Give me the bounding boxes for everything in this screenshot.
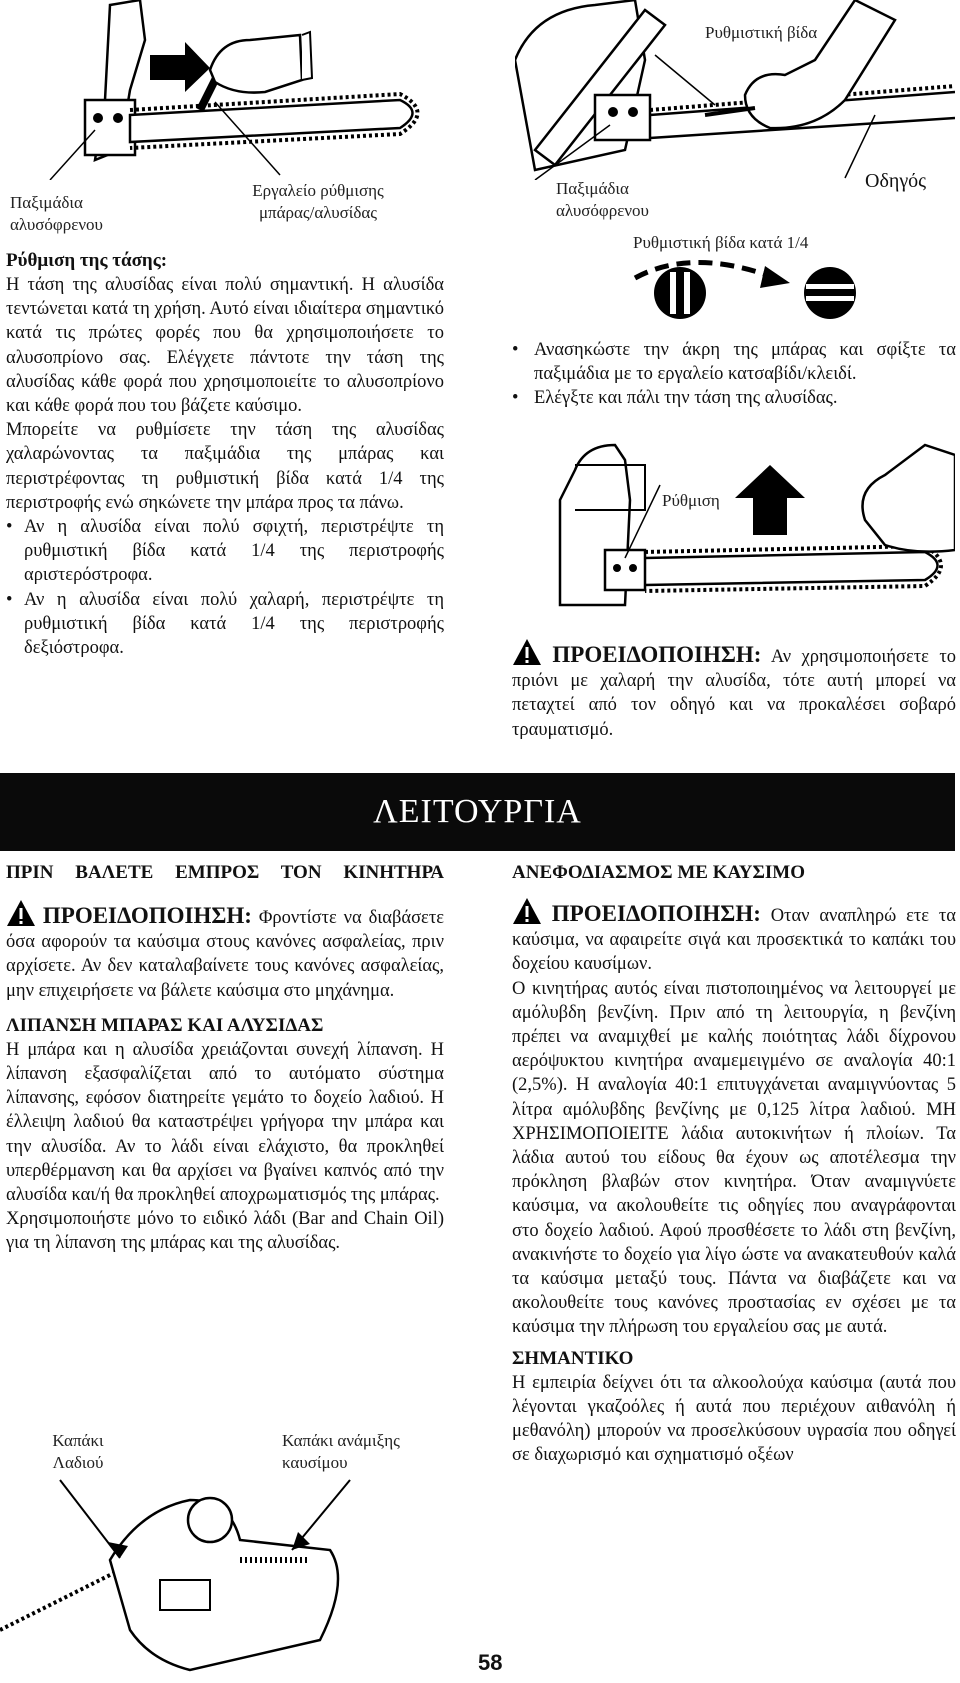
- tool-label: Εργαλείο ρύθμισης μπάρας/αλυσίδας: [252, 181, 384, 222]
- tension-bullet-1: • Αν η αλυσίδα είναι πολύ σφιχτή, περιστρέψτε τη ρυθμιστική βίδα κατά 1/4 της περιστροφής αριστερόστροφα.: [6, 517, 444, 586]
- tension-bullet-2: • Αν η αλυσίδα είναι πολύ χαλαρή, περιστρέψτε τη ρυθμιστική βίδα κατά 1/4 της περιστροφής δεξιόστροφα.: [6, 589, 444, 659]
- lubrication-heading: ΛΙΠΑΝΣΗ ΜΠΑΡΑΣ ΚΑΙ ΑΛΥΣΙΔΑΣ: [6, 1014, 324, 1036]
- before-start-heading: ΠΡΙΝ ΒΑΛΕΤΕ ΕΜΠΡΟΣ ΤΟΝ ΚΙΝΗΤΗΡΑ: [6, 862, 444, 883]
- screw-rotation-icon: [630, 258, 870, 326]
- tension-para-2: Μπορείτε να ρυθμίσετε την τάση της αλυσίδας χαλαρώνοντας τα παξιμάδια της μπάρας και περιστρέφοντας τη ρυθμιστική βίδα κατά 1/4 της περιστροφής ενώ σηκώνετε την μπάρα προς τα πάνω.: [6, 420, 444, 513]
- caps-figure: [0, 1470, 440, 1680]
- tension-heading: Ρύθμιση της τάσης:: [6, 250, 168, 271]
- warning-triangle-icon: [6, 899, 36, 927]
- chain-tension-figure: [10, 0, 440, 180]
- page-number: 58: [478, 1650, 503, 1675]
- lubrication-para-1: Η μπάρα και η αλυσίδα χρειάζονται συνεχή λίπανση. Η λίπανση εξασφαλίζεται από το αυτόματο σύστημα λίπανσης, εφόσον διατηρείτε γεμάτο το δοχείο λαδιού. Η έλλειψη λαδιού θα καταστρέψει γρήγορα την μπάρα και την αλυσίδα. Αν το λάδι είναι ελάχιστο, θα προκληθεί υπερθέρμανση και θα αρχίσει να βγαίνει καπνός από την αλυσίδα και/ή θα προκληθεί αποχρωματισμός της μπάρας.: [6, 1039, 444, 1206]
- fuel-mix-para: Ο κινητήρας αυτός είναι πιστοποιημένος να λειτουργεί με αμόλυβδη βενζίνη. Πριν από τη λειτουργία, η βενζίνη πρέπει να αναμιχθεί με καλής ποιότητας λάδι δίχρονου αερόψυκτου κινητήρα αναμεμειγμένο σε αναλογία 40:1 (2,5%). Η αναλογία 40:1 επιτυγχάνεται αναμιγνύοντας 5 λίτρα αμόλυβδης βενζίνης με 0,125 λίτρα λαδιού. ΜΗ ΧΡΗΣΙΜΟΠΟΙΕΙΤΕ λάδια αυτοκινήτων ή πλοίων. Τα λάδια αυτού του είδους θα έχουν ως αποτέλεσμα την πρόκληση βλαβών στον κινητήρα. Όταν αναμιγνύετε καύσιμα, να ακολουθείτε τις οδηγίες που αναγράφονται στο δοχείο λαδιού. Αφού προσθέσετε το λάδι στη βενζίνη, ανακινήστε το δοχείο για λίγο ώστε να ανακατευθούν καλά τα καύσιμα μεταξύ τους. Πάντα να διαβάζετε και να ακολουθείτε τους κανόνες προστασίας εν σχέσει με τα καύσιμα την πλήρωση του εργαλείου σας με αυτά.: [512, 978, 956, 1338]
- lift-bar-bullet: • Ανασηκώστε την άκρη της μπάρας και σφίξτε τα παξιμάδια με το εργαλείο κατσαβίδι/κλειδί.: [512, 340, 956, 385]
- fuel-cap-label: Καπάκι ανάμιξης καυσίμου: [282, 1431, 400, 1472]
- arrow-right-icon: [150, 42, 210, 92]
- alcohol-fuel-para: Η εμπειρία δείχνει ότι τα αλκοολούχα καύσιμα (αυτά που λέγονται γκαζοόλες ή αυτά που περιέχουν αιθανόλη ή μεθανόλη) μπορούν να προσελκύσουν υγρασία που οδηγεί σε διαχωρισμό και σχηματισμό οξέων: [512, 1372, 956, 1466]
- adjustment-figure: [555, 440, 955, 610]
- warning-triangle-icon: [512, 638, 542, 666]
- lubrication-para-2: Χρησιμοποιήστε μόνο το ειδικό λάδι (Bar and Chain Oil) για τη λίπανση της μπάρας και της αλυσίδας.: [6, 1209, 444, 1254]
- adjust-label: Ρύθμιση: [662, 491, 720, 510]
- refuel-warning: ΠΡΟΕΙΔΟΠΟΙΗΣΗ: Οταν αναπληρώ ετε τα καύσιμα, να αφαιρείτε σιγά και προσεκτικά το καπάκι του δοχείου καυσίμων.: [512, 897, 956, 977]
- oil-cap-label: Καπάκι Λαδιού: [52, 1431, 104, 1472]
- loose-chain-warning: ΠΡΟΕΙΔΟΠΟΙΗΣΗ: Αν χρησιμοποιήσετε το πριόνι με χαλαρή την αλυσίδα, τότε αυτή μπορεί να πεταχτεί από τον οδηγό και να προκαλέσει σοβαρό τραυματισμό.: [512, 638, 956, 742]
- important-heading: ΣΗΜΑΝΤΙΚΟ: [512, 1347, 634, 1369]
- quarter-turn-label: Ρυθμιστική βίδα κατά 1/4: [633, 233, 809, 252]
- adjust-screw-label: Ρυθμιστική βίδα: [705, 23, 818, 42]
- brake-nuts-label-right: Παξιμάδια αλυσόφρενου: [556, 179, 649, 220]
- before-start-warning: ΠΡΟΕΙΔΟΠΟΙΗΣΗ: Φροντίστε να διαβάσετε όσα αφορούν τα καύσιμα στους κανόνες ασφαλείας, πριν αρχίσετε. Αν δεν καταλαβαίνετε τους κανόνες ασφαλείας, μην επιχειρήσετε να βάλετε καύσιμα στο μηχάνημα.: [6, 899, 444, 1003]
- check-tension-bullet: • Ελέγξτε και πάλι την τάση της αλυσίδας.: [512, 388, 838, 409]
- brake-nuts-label: Παξιμάδια αλυσόφρενου: [10, 193, 103, 234]
- section-banner: ΛΕΙΤΟΥΡΓΙΑ: [0, 773, 955, 851]
- refuel-heading: ΑΝΕΦΟΔΙΑΣΜΟΣ ΜΕ ΚΑΥΣΙΜΟ: [512, 862, 806, 883]
- guide-label: Οδηγός: [865, 170, 927, 192]
- warning-triangle-icon: [512, 897, 542, 925]
- arrow-up-icon: [735, 465, 805, 535]
- tension-para-1: Η τάση της αλυσίδας είναι πολύ σημαντική. Η αλυσίδα τεντώνεται κατά τη χρήση. Αυτό είναι ιδιαίτερα σημαντικό κατά τις πρώτες φορές που θα χρησιμοποιήσετε το αλυσοπρίονο σας. Ελέγχετε πάντοτε την τάση της αλυσίδας κάθε φορά που χρησιμοποιείτε το αλυσοπρίονο και κάθε φορά που του βάζετε καύσιμο.: [6, 275, 444, 417]
